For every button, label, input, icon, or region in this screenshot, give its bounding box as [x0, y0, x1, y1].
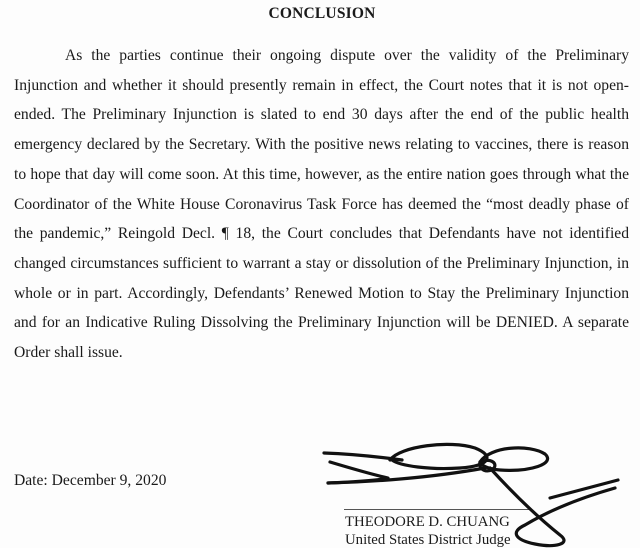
section-heading: CONCLUSION: [268, 5, 376, 22]
signer-title: United States District Judge: [345, 532, 511, 548]
signer-name: THEODORE D. CHUANG: [345, 514, 510, 530]
signature-line: [344, 509, 532, 510]
date-line: Date: December 9, 2020: [14, 472, 167, 489]
signature-block: [345, 513, 511, 549]
conclusion-paragraph: As the parties continue their ongoing dispute over the validity of the Preliminary Injunction and whether it should presently remain in effect, the Court notes that it is not open-ended. The Preliminary Injunction is slated to end 30 days after the end of the public health emergency declared by the Secretary. With the positive news relating to vaccines, there is reason to hope that day will come soon. At this time, however, as the entire nation goes through what the Coordinator of the White House Coronavirus Task Force has deemed the “most deadly phase of the pandemic,” Reingold Decl. ¶ 18, the Court concludes that Defendants have not identified changed circumstances sufficient to warrant a stay or dissolution of the Preliminary Injunction, in whole or in part. Accordingly, Defendants’ Renewed Motion to Stay the Preliminary Injunction and for an Indicative Ruling Dissolving the Preliminary Injunction will be DENIED. A separate Order shall issue.: [14, 47, 629, 362]
